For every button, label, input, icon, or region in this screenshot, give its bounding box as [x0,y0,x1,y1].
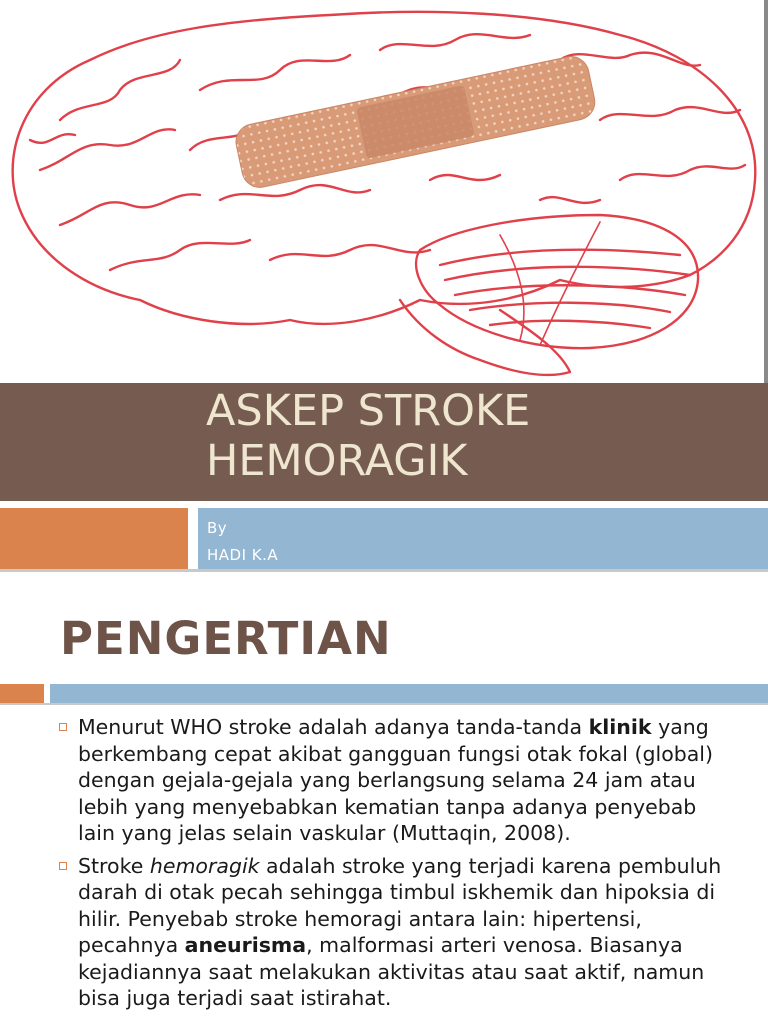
bullet-text: yang berkembang cepat akibat gangguan fungsi otak fokal (global) dengan gejala-gejala yang berlangsung selama 24 jam atau lebih yang menyebabkan kematian tanpa adanya penyebab lain yang jelas selain vaskular (Muttaqin, 2008). [78,715,713,845]
accent-blue-bar [50,684,768,704]
content-slide [0,575,768,1024]
by-label: By [207,519,228,537]
bandage-icon [233,53,598,190]
author-name: HADI K.A [207,546,279,564]
bullet-text-bold: klinik [588,715,652,739]
slide-title [206,386,746,486]
bullet-item [0,714,768,847]
slide-edge-line [764,0,768,383]
bullet-text: adalah stroke yang terjadi karena pembuluh darah di otak pecah sehingga timbul iskhemik dan hipoksia di hilir. Penyebab stroke hemoragi antara lain: hipertensi, pecahnya [78,853,722,957]
title-line-2: HEMORAGIK [206,436,468,486]
byline [207,515,278,569]
bullet-list [0,714,768,1018]
subtitle-band [198,508,768,570]
accent-orange-block [0,508,188,570]
title-line-1: ASKEP STROKE [206,386,531,436]
bullet-text: Stroke [78,853,150,878]
bullet-text: Menurut WHO stroke adalah adanya tanda-tanda [78,715,589,739]
accent-orange-bar [0,684,44,704]
square-bullet-icon [59,862,67,870]
brain-bandage-illustration [0,0,768,383]
band-shadow [0,569,768,572]
square-bullet-icon [59,723,67,731]
bullet-item [0,853,768,1012]
bullet-text-italic: hemoragik [149,853,260,878]
bar-shadow [0,703,768,705]
slide-heading: PENGERTIAN [60,612,392,665]
bullet-text: , malformasi arteri venosa. Biasanya kejadiannya saat melakukan aktivitas atau saat aktif, namun bisa juga terjadi saat istirahat. [78,933,705,1010]
brain-icon [0,0,768,383]
bullet-text-bold: aneurisma [184,933,307,957]
